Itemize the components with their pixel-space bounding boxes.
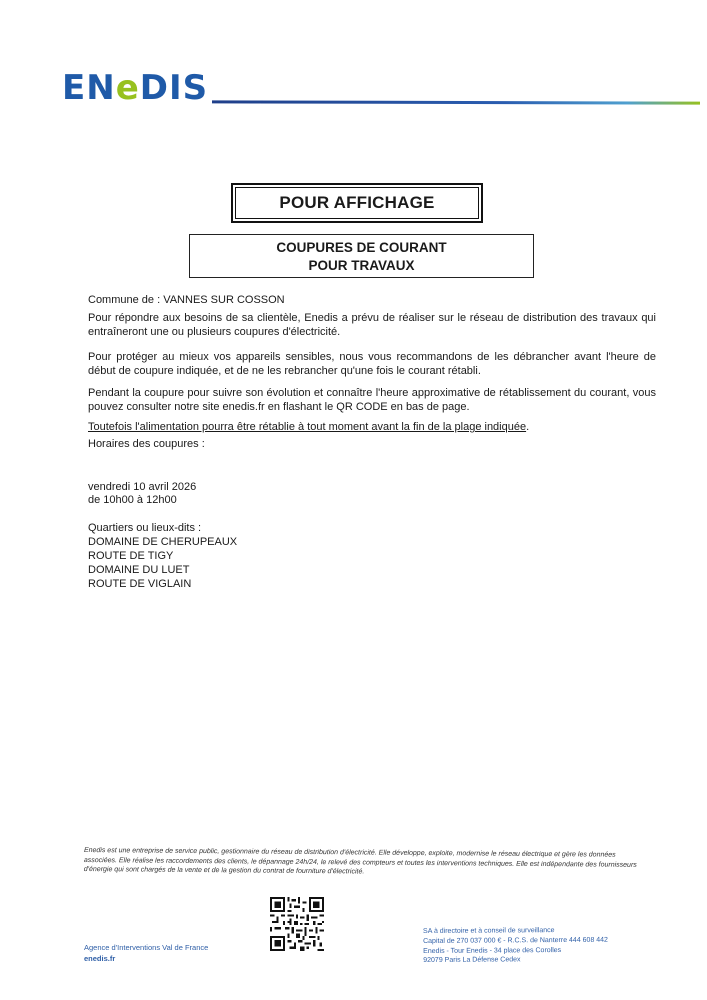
legal-notice: Enedis est une entreprise de service public, gestionnaire du réseau de distribution d'électricité. Elle développe, exploite, modernise le réseau électrique et gère les données associées. Elle réalise les raccordements des clients, le dépannage 24h/24, le relevé des compteurs et toutes les interventions techniques. Elle est indépendante des fournisseurs d'énergie qui sont chargés de la vente et de la gestion du contrat de fourniture d'électricité. — [83, 846, 637, 876]
agency-block — [84, 942, 208, 964]
notice-subtitle-line-2: POUR TRAVAUX — [308, 258, 415, 273]
website-link[interactable]: enedis.fr — [84, 954, 116, 963]
agency-name: Agence d'Interventions Val de France — [84, 943, 209, 952]
outage-date: vendredi 10 avril 2026 — [88, 481, 197, 493]
company-info — [423, 926, 608, 966]
company-line: Capital de 270 037 000 € - R.C.S. de Nanterre 444 608 442 — [423, 936, 608, 945]
notice-subtitle-box — [189, 234, 534, 278]
place-item: ROUTE DE TIGY — [88, 550, 174, 562]
intro-paragraph: Pour répondre aux besoins de sa clientèle, Enedis a prévu de réaliser sur le réseau de distribution des travaux qui entraîneront une ou plusieurs coupures d'électricité. — [88, 312, 656, 338]
quartiers-label: Quartiers ou lieux-dits : — [88, 522, 202, 534]
notice-subtitle-line-1: COUPURES DE COURANT — [276, 240, 447, 255]
place-item: DOMAINE DU LUET — [88, 564, 190, 576]
company-line: Enedis - Tour Enedis - 34 place des Corolles — [423, 946, 562, 955]
header-divider — [212, 100, 700, 104]
logo-part-1: EN — [62, 68, 116, 108]
protection-paragraph: Pour protéger au mieux vos appareils sensibles, nous vous recommandons de les débrancher avant l'heure de début de coupure indiquée, et de ne les rebrancher qu'une fois le courant rétabli. — [88, 351, 656, 377]
logo-part-2: e — [115, 68, 140, 108]
warning-text: Toutefois l'alimentation pourra être rétablie à tout moment avant la fin de la plage indiquée — [88, 421, 527, 433]
company-line: SA à directoire et à conseil de surveillance — [423, 927, 555, 935]
notice-title-box — [231, 183, 483, 223]
company-line: 92079 Paris La Défense Cedex — [423, 956, 521, 965]
qr-code-icon[interactable] — [270, 897, 324, 951]
logo-part-3: DIS — [139, 68, 209, 108]
follow-up-paragraph: Pendant la coupure pour suivre son évolution et connaître l'heure approximative de rétablissement du courant, vous pouvez consulter notre site enedis.fr en flashant le QR CODE en bas de page. — [88, 387, 656, 413]
place-item: DOMAINE DE CHERUPEAUX — [88, 536, 238, 548]
outage-time-range: de 10h00 à 12h00 — [88, 494, 177, 506]
enedis-logo — [62, 70, 208, 106]
warning-period: . — [526, 421, 530, 433]
place-item: ROUTE DE VIGLAIN — [88, 578, 192, 590]
notice-title: POUR AFFICHAGE — [279, 193, 435, 212]
horaires-label: Horaires des coupures : — [88, 438, 205, 450]
commune-line: Commune de : VANNES SUR COSSON — [88, 294, 285, 306]
warning-line — [88, 420, 529, 434]
